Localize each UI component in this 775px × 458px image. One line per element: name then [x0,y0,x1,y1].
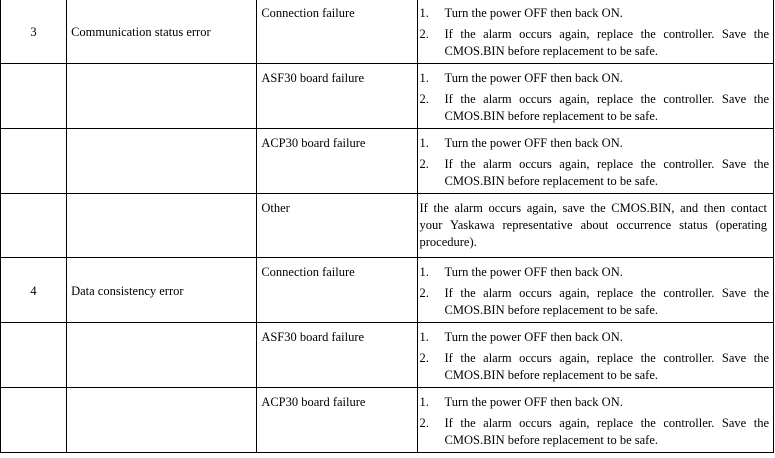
step-number: 1. [419,265,429,279]
alarm-number [1,323,66,348]
alarm-name-cell [67,64,257,129]
alarm-name-cell [67,258,257,323]
cause-cell [257,258,417,323]
step-text: Turn the power OFF then back ON. [444,71,623,85]
step-number: 1. [419,395,429,409]
cause-text: ACP30 board failure [261,395,366,409]
remedy-step [418,415,769,449]
alarm-name-cell [67,323,257,388]
remedy-step [418,70,769,87]
cause-text: ASF30 board failure [261,330,365,344]
alarm-name [67,64,256,89]
step-number: 1. [419,136,429,150]
remedy-cell [417,0,773,64]
remedy-step [418,26,769,60]
alarm-number-cell [1,323,67,388]
alarm-name-cell [67,388,257,453]
alarm-name [67,323,256,348]
remedy-step [418,135,769,152]
table-row [1,194,774,258]
alarm-name [67,194,256,219]
remedy-steps [418,64,773,127]
alarm-number-cell [1,129,67,194]
cause-text: ACP30 board failure [261,136,366,150]
step-text: If the alarm occurs again, replace the controller. Save the CMOS.BIN before replacement to be safe. [444,351,769,382]
step-text: Turn the power OFF then back ON. [444,6,623,20]
alarm-number-cell [1,64,67,129]
step-text: Turn the power OFF then back ON. [444,395,623,409]
alarm-name-cell [67,194,257,258]
cause-text: ASF30 board failure [261,71,365,85]
step-number: 2. [419,286,429,300]
alarm-name: Communication status error [71,25,211,39]
cause-cell [257,323,417,388]
table-row [1,64,774,129]
remedy-steps [418,323,773,386]
step-number: 2. [419,416,429,430]
remedy-cell [417,194,773,258]
step-number: 2. [419,157,429,171]
table-row [1,323,774,388]
table-row [1,388,774,453]
step-text: If the alarm occurs again, replace the controller. Save the CMOS.BIN before replacement to be safe. [444,157,769,188]
alarm-number [1,388,66,413]
cause-cell [257,64,417,129]
step-number: 1. [419,71,429,85]
cause-text: Connection failure [261,265,355,279]
remedy-steps [418,388,773,451]
remedy-cell [417,64,773,129]
table-row [1,258,774,323]
cause-text: Other [261,201,290,215]
alarm-name [67,388,256,413]
remedy-step [418,394,769,411]
cause-cell [257,129,417,194]
step-text: If the alarm occurs again, replace the controller. Save the CMOS.BIN before replacement to be safe. [444,416,769,447]
cause-cell [257,388,417,453]
alarm-name [67,129,256,154]
step-number: 2. [419,27,429,41]
alarm-name-cell [67,0,257,64]
alarm-number [1,64,66,89]
alarm-number [1,129,66,154]
cause-cell [257,194,417,258]
step-text: Turn the power OFF then back ON. [444,330,623,344]
remedy-step [418,264,769,281]
step-text: If the alarm occurs again, replace the controller. Save the CMOS.BIN before replacement to be safe. [444,92,769,123]
cause-cell [257,0,417,64]
table-row [1,0,774,64]
remedy-cell [417,258,773,323]
alarm-number-cell [1,388,67,453]
remedy-step [418,350,769,384]
step-text: Turn the power OFF then back ON. [444,265,623,279]
remedy-steps [418,129,773,192]
remedy-cell [417,388,773,453]
remedy-steps [418,0,773,62]
cause-text: Connection failure [261,6,355,20]
alarm-number: 4 [30,284,37,298]
remedy-step [418,91,769,125]
alarm-number-cell [1,258,67,323]
alarm-number-cell [1,0,67,64]
step-text: If the alarm occurs again, replace the controller. Save the CMOS.BIN before replacement to be safe. [444,27,769,58]
remedy-text: If the alarm occurs again, save the CMOS.BIN, and then contact your Yaskawa representative about occurrence status (operating procedure). [419,201,767,249]
step-number: 1. [419,6,429,20]
alarm-number: 3 [30,25,37,39]
remedy-step [418,329,769,346]
remedy-steps [418,258,773,321]
table-row [1,129,774,194]
alarm-number-cell [1,194,67,258]
alarm-name: Data consistency error [71,284,184,298]
remedy-cell [417,129,773,194]
step-number: 2. [419,92,429,106]
alarm-name-cell [67,129,257,194]
step-text: If the alarm occurs again, replace the controller. Save the CMOS.BIN before replacement to be safe. [444,286,769,317]
step-text: Turn the power OFF then back ON. [444,136,623,150]
step-number: 2. [419,351,429,365]
remedy-step [418,285,769,319]
step-number: 1. [419,330,429,344]
alarm-number [1,194,66,219]
remedy-step [418,156,769,190]
remedy-step [418,5,769,22]
remedy-cell [417,323,773,388]
